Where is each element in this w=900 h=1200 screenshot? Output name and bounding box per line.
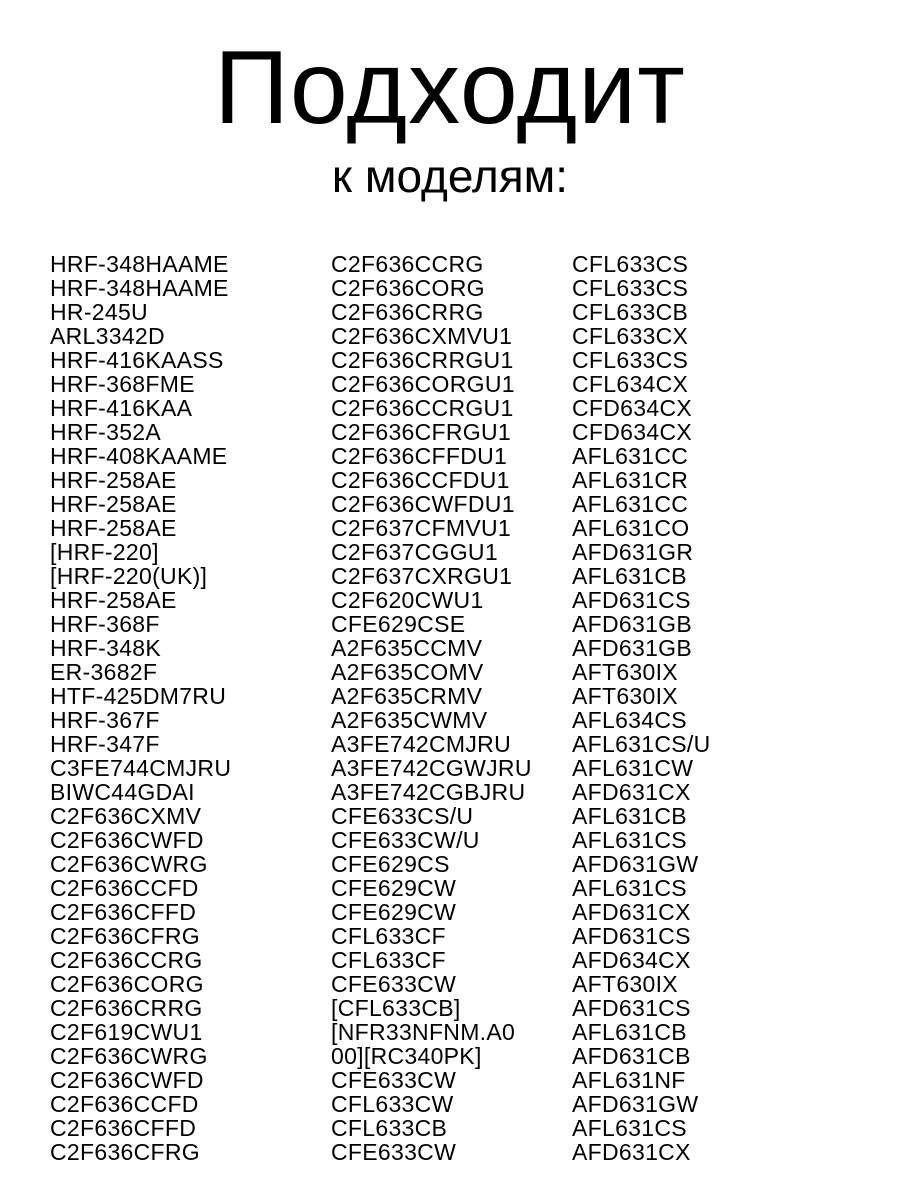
model-list-item: HRF-368FME (50, 371, 195, 397)
model-list-item: HRF-347F (50, 731, 160, 757)
model-list-item: AFL631CS (572, 1115, 687, 1141)
model-list-item: C2F636CXMVU1 (331, 323, 513, 349)
model-list-item: CFL633CB (572, 299, 689, 325)
model-list-item: AFT630IX (572, 971, 678, 997)
model-list-item: BIWC44GDAI (50, 779, 195, 805)
model-list-item: AFD631GW (572, 851, 699, 877)
model-list-item: HRF-416KAA (50, 395, 193, 421)
model-column-1 (50, 252, 231, 1164)
model-list-item: CFL633CF (331, 923, 446, 949)
model-list-item: C2F636CFRGU1 (331, 419, 511, 445)
model-list-item: 00][RC340PK] (331, 1043, 482, 1069)
model-list-item: ER-3682F (50, 659, 158, 685)
model-list-item: AFL631CC (572, 443, 689, 469)
model-column-2 (331, 252, 532, 1164)
model-list-item: HTF-425DM7RU (50, 683, 227, 709)
model-list-item: C2F636CWFD (50, 827, 204, 853)
model-list-item: AFD631GW (572, 1091, 699, 1117)
model-list-item: CFL633CB (331, 1115, 448, 1141)
model-list-item: C2F636CORGU1 (331, 371, 515, 397)
model-list-item: CFE629CSE (331, 611, 466, 637)
model-list-item: CFE633CW (331, 1139, 457, 1165)
model-list-item: ARL3342D (50, 323, 165, 349)
model-list-item: A2F635CRMV (331, 683, 483, 709)
model-list-item: AFL631CO (572, 515, 690, 541)
model-list-item: A3FE742CMJRU (331, 731, 511, 757)
model-list-item: AFD631CS (572, 995, 691, 1021)
model-list-item: HR-245U (50, 299, 148, 325)
model-list-item: CFE629CW (331, 875, 457, 901)
model-list-item: C2F636CCRG (331, 251, 484, 277)
model-list-item: CFE633CS/U (331, 803, 474, 829)
model-list-item: [HRF-220] (50, 539, 159, 565)
model-list-item: C2F620CWU1 (331, 587, 484, 613)
model-list-item: HRF-348HAAME (50, 275, 229, 301)
model-list-item: AFD631GR (572, 539, 694, 565)
model-list-item: C2F636CORG (50, 971, 204, 997)
model-list-item: [CFL633CB] (331, 995, 461, 1021)
model-list-item: HRF-258AE (50, 491, 177, 517)
model-list-item: AFD634CX (572, 947, 691, 973)
model-list-item: [NFR33NFNM.A0 (331, 1019, 516, 1045)
model-list-item: AFL631CB (572, 1019, 687, 1045)
model-list-item: C2F636CFFDU1 (331, 443, 508, 469)
model-list-item: AFT630IX (572, 659, 678, 685)
model-list-item: AFL631NF (572, 1067, 686, 1093)
model-list-item: HRF-352A (50, 419, 162, 445)
model-list-item: C2F636CCRG (50, 947, 203, 973)
model-list-item: A3FE742CGBJRU (331, 779, 526, 805)
model-list-item: C2F636CCFD (50, 1091, 199, 1117)
model-list-item: CFL633CS (572, 275, 689, 301)
model-list-item: AFD631CX (572, 779, 691, 805)
model-list-item: CFL633CS (572, 347, 689, 373)
model-list-item: HRF-408KAAME (50, 443, 228, 469)
model-list-item: C2F636CFFD (50, 899, 197, 925)
model-list-item: CFL633CW (331, 1091, 454, 1117)
model-list-item: AFL631CS/U (572, 731, 711, 757)
model-list-item: C3FE744CMJRU (50, 755, 232, 781)
model-list-item: AFD631CX (572, 1139, 691, 1165)
model-list-item: C2F636CRRG (50, 995, 203, 1021)
model-list-item: A2F635CWMV (331, 707, 488, 733)
model-list-item: C2F636CWFDU1 (331, 491, 515, 517)
model-list-item: CFE633CW (331, 1067, 457, 1093)
model-list-item: C2F636CRRGU1 (331, 347, 514, 373)
model-list-item: CFL633CF (331, 947, 446, 973)
model-list-item: CFD634CX (572, 395, 692, 421)
model-list-item: HRF-348HAAME (50, 251, 229, 277)
model-list-item: AFT630IX (572, 683, 678, 709)
model-list-item: C2F636CFFD (50, 1115, 197, 1141)
model-list-item: AFD631CS (572, 923, 691, 949)
model-list-item: AFL631CC (572, 491, 689, 517)
model-list-item: C2F636CCRGU1 (331, 395, 514, 421)
model-list-item: AFD631GB (572, 635, 693, 661)
model-list-item: C2F636CXMV (50, 803, 202, 829)
model-list-item: A2F635CCMV (331, 635, 483, 661)
model-list-item: CFL634CX (572, 371, 689, 397)
model-list-item: HRF-258AE (50, 467, 177, 493)
model-list-item: AFD631CS (572, 587, 691, 613)
model-list-item: AFD631CB (572, 1043, 691, 1069)
model-list-item: CFL633CX (572, 323, 689, 349)
model-list-item: [HRF-220(UK)] (50, 563, 208, 589)
model-list-item: AFL631CS (572, 875, 687, 901)
model-list-item: C2F636CWRG (50, 1043, 208, 1069)
model-list-item: HRF-258AE (50, 587, 177, 613)
model-list-item: C2F636CCFDU1 (331, 467, 510, 493)
model-list-item: C2F619CWU1 (50, 1019, 203, 1045)
model-list-item: C2F636CORG (331, 275, 485, 301)
model-column-3 (572, 252, 711, 1164)
model-list-item: CFE633CW/U (331, 827, 480, 853)
model-list-item: AFL634CS (572, 707, 687, 733)
model-list-item: C2F637CFMVU1 (331, 515, 511, 541)
model-list-item: HRF-416KAASS (50, 347, 224, 373)
model-list-item: CFE629CS (331, 851, 450, 877)
model-list-item: C2F636CFRG (50, 1139, 200, 1165)
model-list-item: C2F637CGGU1 (331, 539, 498, 565)
model-list-item: AFL631CB (572, 563, 687, 589)
model-list-item: CFE633CW (331, 971, 457, 997)
model-list-item: C2F636CWFD (50, 1067, 204, 1093)
model-list-item: C2F636CWRG (50, 851, 208, 877)
model-list-item: HRF-367F (50, 707, 160, 733)
model-list-item: C2F636CFRG (50, 923, 200, 949)
model-list-item: A2F635COMV (331, 659, 484, 685)
page-title: Подходит (214, 30, 686, 146)
model-list-item: AFL631CR (572, 467, 689, 493)
model-list-item: AFD631CX (572, 899, 691, 925)
model-list-item: HRF-368F (50, 611, 160, 637)
model-list-item: CFD634CX (572, 419, 692, 445)
model-list-item: A3FE742CGWJRU (331, 755, 532, 781)
model-list-item: HRF-258AE (50, 515, 177, 541)
page-subtitle: к моделям: (331, 150, 569, 202)
model-list-item: AFL631CS (572, 827, 687, 853)
model-list-item: CFE629CW (331, 899, 457, 925)
model-list-item: C2F637CXRGU1 (331, 563, 513, 589)
model-list-item: AFD631GB (572, 611, 693, 637)
model-list-item: C2F636CCFD (50, 875, 199, 901)
model-list-item: HRF-348K (50, 635, 162, 661)
model-list-item: AFL631CB (572, 803, 687, 829)
model-list-item: C2F636CRRG (331, 299, 484, 325)
model-list-item: AFL631CW (572, 755, 694, 781)
model-list-item: CFL633CS (572, 251, 689, 277)
